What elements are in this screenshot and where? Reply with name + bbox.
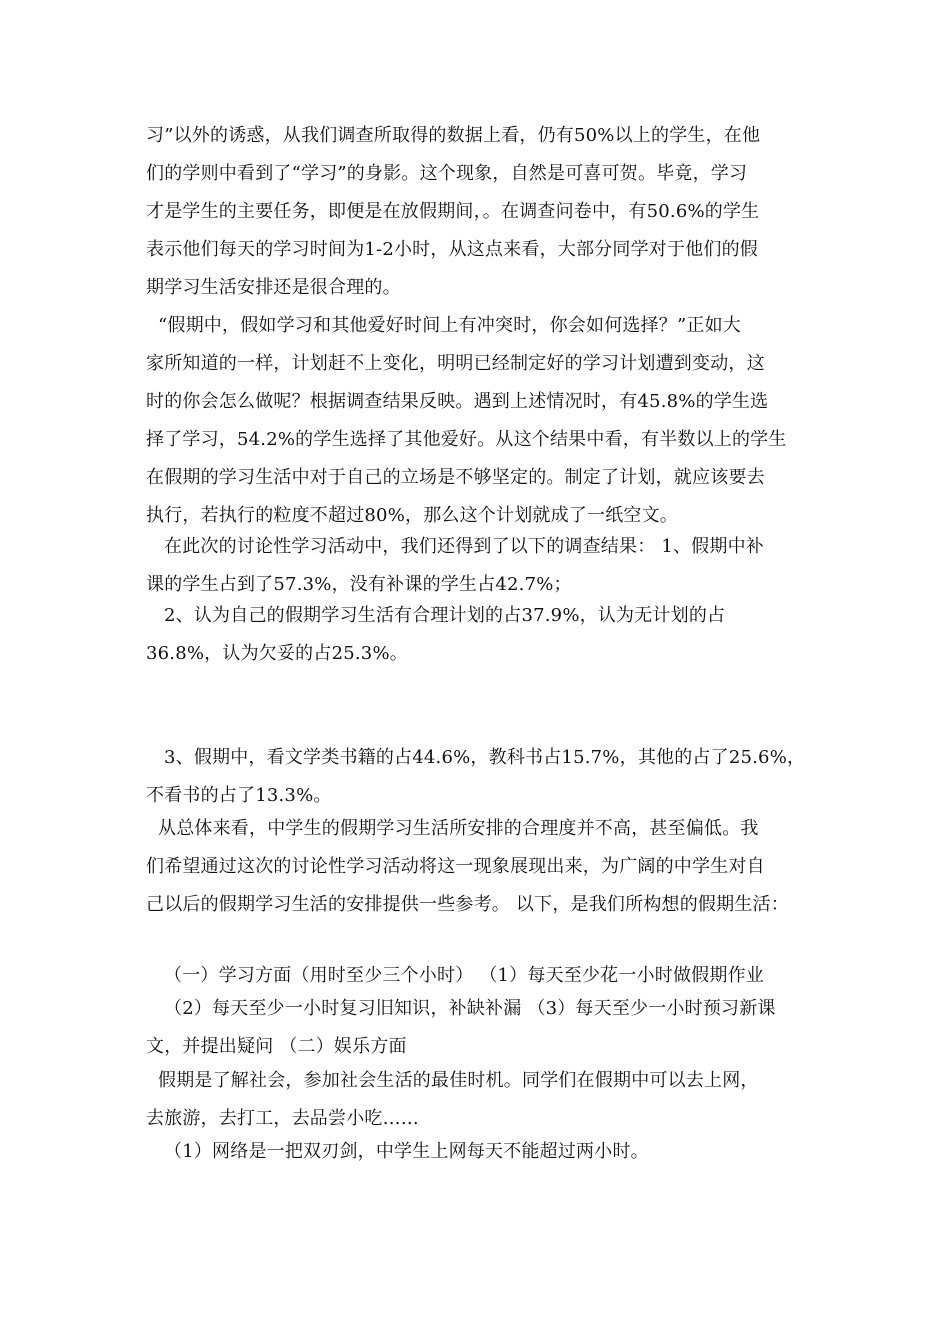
text-line: 才是学生的主要任务，即便是在放假期间，。在调查问卷中，有50.6%的学生 — [146, 201, 760, 222]
text-line: 从总体来看，中学生的假期学习生活所安排的合理度并不高，甚至偏低。我 — [158, 818, 759, 839]
text-line: 己以后的假期学习生活的安排提供一些参考。 以下，是我们所构想的假期生活： — [146, 894, 789, 915]
text-line: 在假期的学习生活中对于自己的立场是不够坚定的。制定了计划，就应该要去 — [146, 467, 765, 488]
text-line: 时的你会怎么做呢？根据调查结果反映。遇到上述情况时，有45.8%的学生选 — [146, 391, 769, 412]
text-line: 3、假期中，看文学类书籍的占44.6%，教科书占15.7%，其他的占了25.6%， — [164, 747, 806, 768]
text-line: 执行，若执行的粒度不超过80%，那么这个计划就成了一纸空文。 — [146, 505, 679, 526]
text-line: 在此次的讨论性学习活动中，我们还得到了以下的调查结果： 1、假期中补 — [164, 536, 764, 557]
text-line: 假期是了解社会，参加社会生活的最佳时机。同学们在假期中可以去上网， — [158, 1070, 759, 1091]
text-line: 去旅游，去打工，去品尝小吃…… — [146, 1108, 419, 1129]
text-line: 们希望通过这次的讨论性学习活动将这一现象展现出来，为广阔的中学生对自 — [146, 856, 765, 877]
text-line: （1）网络是一把双刃剑，中学生上网每天不能超过两小时。 — [164, 1141, 649, 1162]
text-line: 家所知道的一样，计划赶不上变化，明明已经制定好的学习计划遭到变动，这 — [146, 353, 765, 374]
text-line: （2）每天至少一小时复习旧知识，补缺补漏 （3）每天至少一小时预习新课 — [164, 998, 776, 1019]
text-line: 们的学则中看到了“学习”的身影。这个现象，自然是可喜可贺。毕竟，学习 — [146, 163, 748, 184]
text-line: 不看书的占了13.3%。 — [146, 785, 332, 806]
text-line: 36.8%，认为欠妥的占25.3%。 — [146, 643, 408, 664]
text-line: 期学习生活安排还是很合理的。 — [146, 277, 401, 298]
text-line: 表示他们每天的学习时间为1-2小时，从这点来看，大部分同学对于他们的假 — [146, 239, 758, 260]
text-line: 课的学生占到了57.3%，没有补课的学生占42.7%； — [146, 574, 572, 595]
text-line: 习”以外的诱惑，从我们调查所取得的数据上看，仍有50%以上的学生，在他 — [146, 125, 761, 146]
text-line: 择了学习，54.2%的学生选择了其他爱好。从这个结果中看，有半数以上的学生 — [146, 429, 787, 450]
text-line: “假期中，假如学习和其他爱好时间上有冲突时，你会如何选择？”正如大 — [158, 315, 742, 336]
text-line: （一）学习方面（用时至少三个小时） （1）每天至少花一小时做假期作业 — [164, 965, 764, 986]
text-line: 2、认为自己的假期学习生活有合理计划的占37.9%，认为无计划的占 — [164, 605, 726, 626]
text-line: 文，并提出疑问 （二）娱乐方面 — [146, 1036, 407, 1057]
